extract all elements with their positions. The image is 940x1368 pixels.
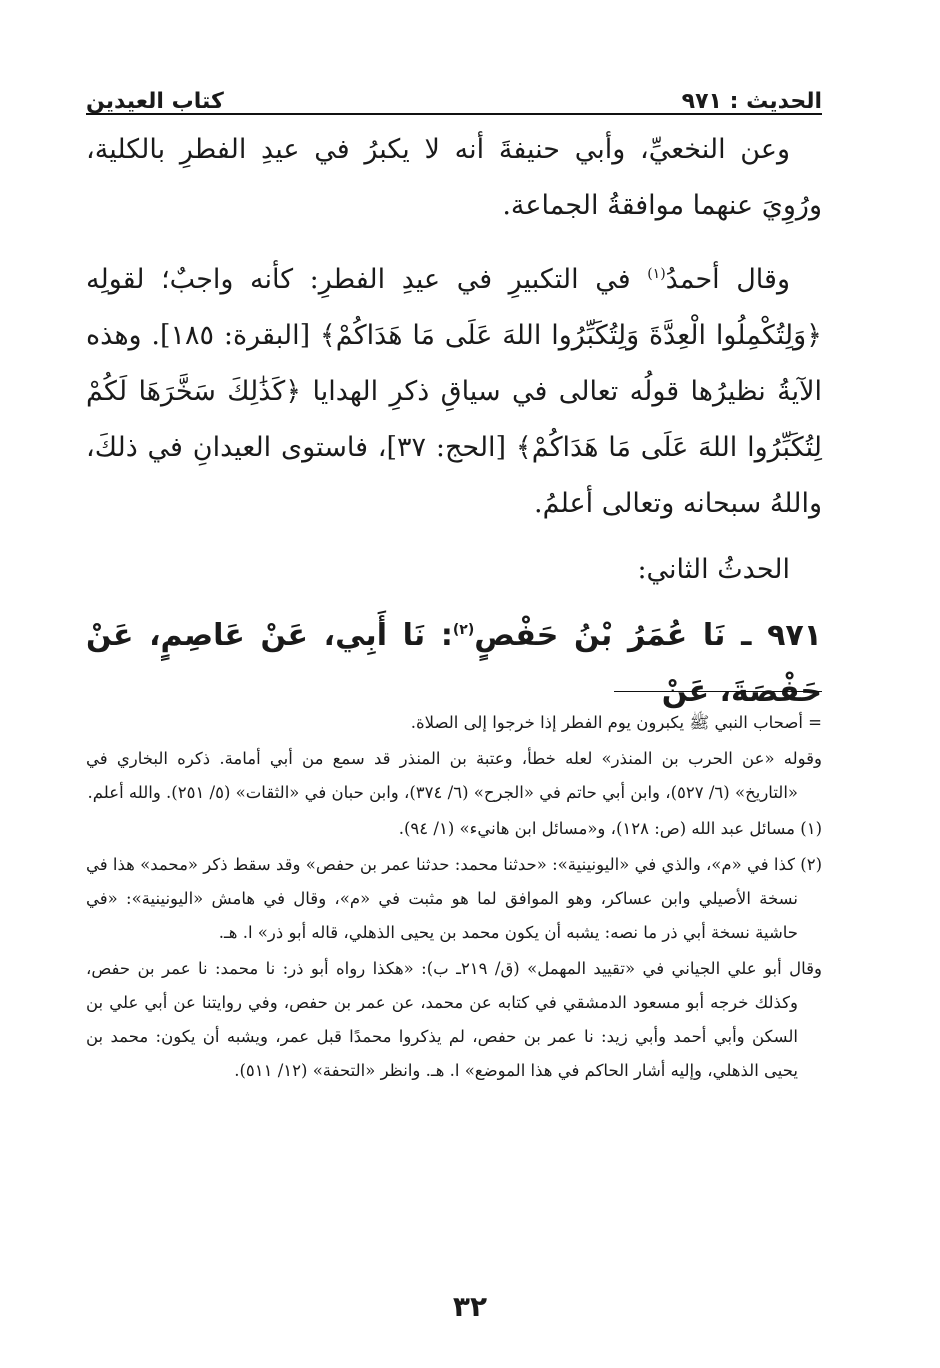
- footnote-ref-1: (١): [647, 266, 666, 282]
- footnote-2: (٢) كذا في «م»، والذي في «اليونينية»: «حدثنا محمد: حدثنا عمر بن حفص» وقد سقط ذكر «محمد» هذا في نسخة الأصيلي وابن عساكر، وهو الموافق لما هو مثبت في «م»، وقال في هامش «اليونينية»: «في حاشية نسخة أبي ذر ما نصه: يشبه أن يكون محمد بن يحيى الذهلي، قاله أبو ذر» ا. هـ.: [86, 855, 822, 942]
- footnotes: [86, 706, 822, 1090]
- footnote-2-continued: وقال أبو علي الجياني في «تقييد المهمل» (ق/ ٢١٩ـ ب): «هكذا رواه أبو ذر: نا محمد: نا عمر بن حفص، وكذلك خرجه أبو مسعود الدمشقي في كتابه عن محمد، عن عمر بن حفص، وفي روايتنا عن أبي علي بن السكن وأبي أحمد وأبي زيد: نا عمر بن حفص، لم يذكروا محمدًا قبل عمر، ويشبه أن يكون: محمد بن يحيى الذهلي، وإليه أشار الحاكم في هذا الموضع» ا. هـ. وانظر «التحفة» (١٢/ ٥١١).: [86, 959, 822, 1080]
- section-heading: الحدثُ الثاني:: [637, 554, 790, 585]
- hadith-start: ٩٧١ ـ نَا عُمَرُ بْنُ حَفْصٍ: [474, 618, 822, 653]
- page-number: ٣٢: [452, 1290, 488, 1323]
- paragraph-2: [86, 252, 822, 532]
- header-rule: [86, 113, 822, 115]
- paragraph-1: وعن النخعيِّ، وأبي حنيفةَ أنه لا يكبرُ في عيدِ الفطرِ بالكلية، ورُوِيَ عنهما موافقةُ الجماعة.: [86, 134, 822, 221]
- paragraph-2-rest: في التكبيرِ في عيدِ الفطرِ: كأنه واجبٌ؛ لقولِه ﴿وَلِتُكْمِلُوا الْعِدَّةَ وَلِتُكَبِّرُوا اللهَ عَلَى مَا هَدَاكُمْ﴾ [البقرة: ١٨٥]. وهذه الآيةُ نظيرُها قولُه تعالى في سياقِ ذكرِ الهدايا ﴿كَذَٰلِكَ سَخَّرَهَا لَكُمْ لِتُكَبِّرُوا اللهَ عَلَى مَا هَدَاكُمْ﴾ [الحج: ٣٧]، فاستوى العيدانِ في ذلكَ، واللهُ سبحانه وتعالى أعلمُ.: [86, 264, 822, 519]
- hadith-text: [86, 608, 822, 720]
- paragraph-2-start: وقال أحمدُ: [665, 264, 790, 295]
- running-header: [86, 78, 822, 114]
- footnote-ref-2: (٢): [452, 622, 475, 638]
- hadith-rest: : نَا أَبِي، عَنْ عَاصِمٍ، عَنْ حَفْصَةَ، عَنْ: [86, 618, 822, 709]
- hadith-reference: الحديث : ٩٧١: [681, 89, 822, 114]
- footnote-continued-1: = أصحاب النبي ﷺ يكبرون يوم الفطر إذا خرجوا إلى الصلاة.: [410, 713, 822, 732]
- footnote-1: (١) مسائل عبد الله (ص: ١٢٨)، و«مسائل ابن هانيء» (١/ ٩٤).: [398, 819, 822, 838]
- footnote-continued-2: وقوله «عن الحرب بن المنذر» لعله خطأ، وعتبة بن المنذر قد سمع من أبي أمامة. ذكره البخاري في «التاريخ» (٦/ ٥٢٧)، وابن أبي حاتم في «الجرح» (٦/ ٣٧٤)، وابن حبان في «الثقات» (٥/ ٢٥١). والله أعلم.: [86, 749, 822, 802]
- footnote-rule: [614, 691, 822, 692]
- book-title: كتاب العيدين: [86, 89, 224, 114]
- main-text: [86, 122, 822, 720]
